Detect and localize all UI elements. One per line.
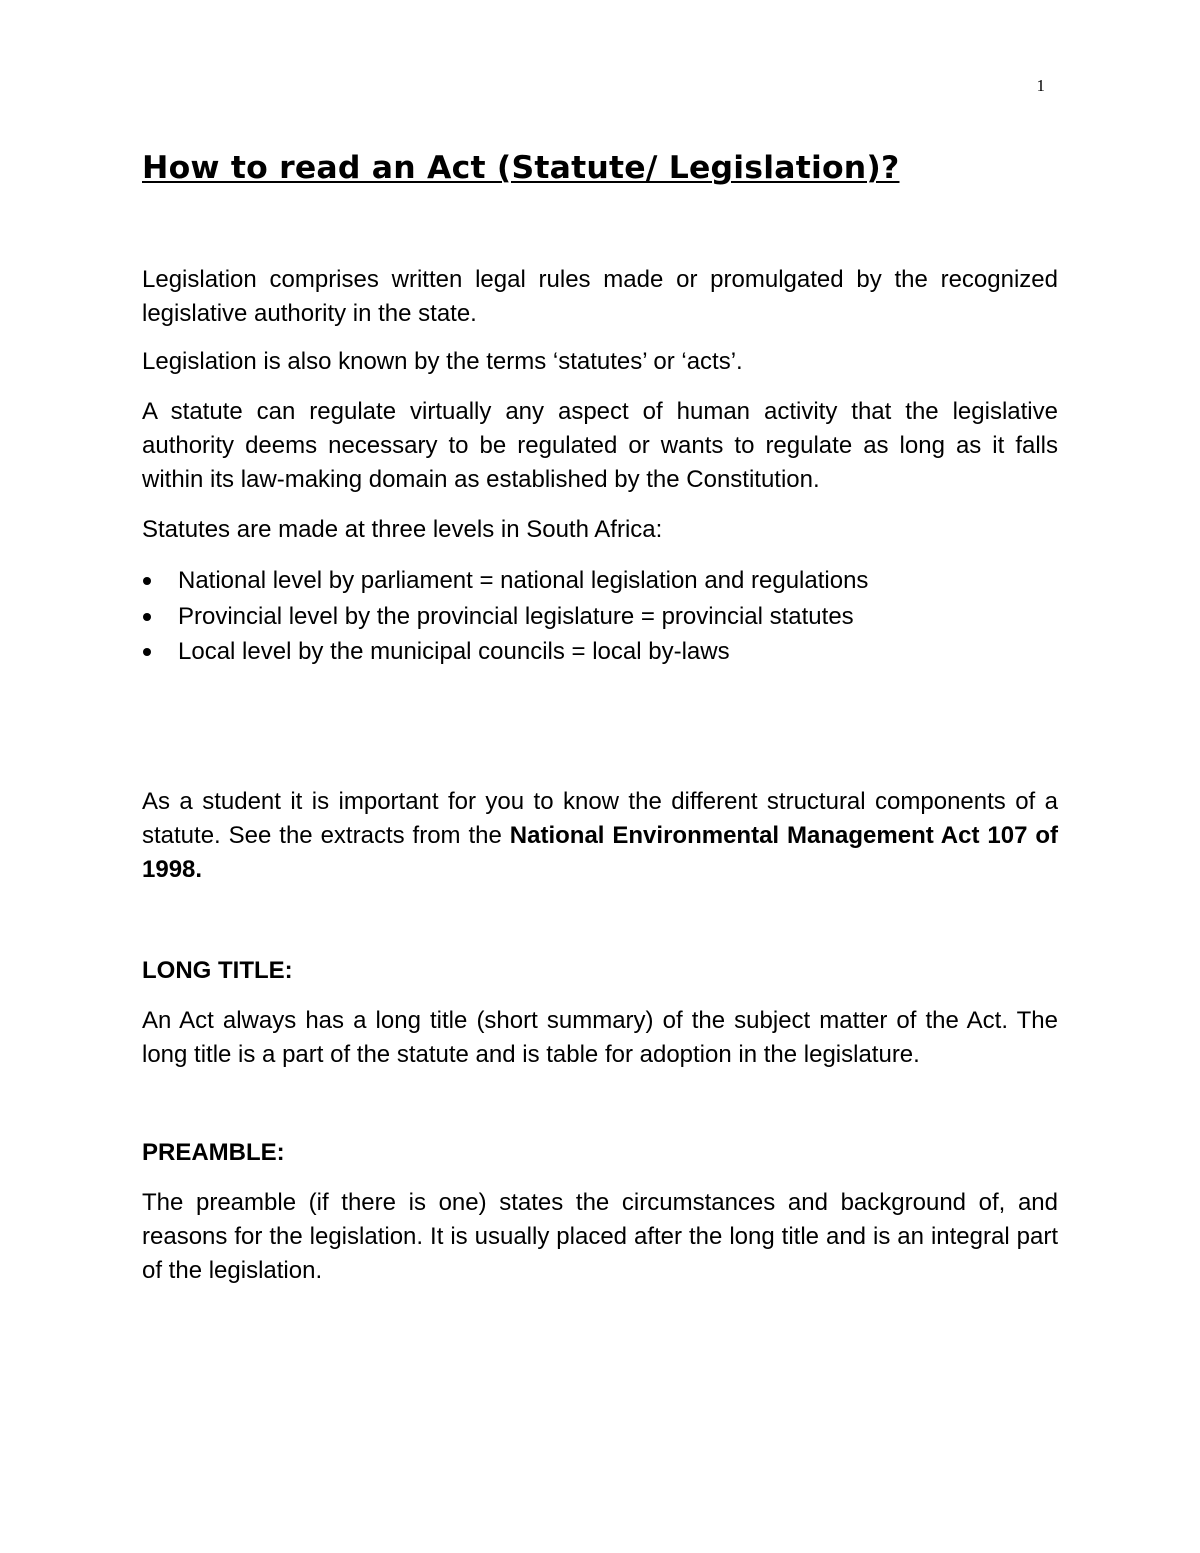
- bullet-icon: [143, 648, 151, 656]
- bullet-icon: [143, 613, 151, 621]
- student-paragraph-text: As a student it is important for you to know the different structural components of a statute. See the extracts from the: [142, 787, 1058, 849]
- intro-paragraph-terms: Legislation is also known by the terms ‘statutes’ or ‘acts’.: [142, 348, 743, 375]
- preamble-heading: PREAMBLE:: [142, 1138, 285, 1166]
- page-number: 1: [1036, 76, 1045, 95]
- list-item: [142, 634, 1058, 670]
- list-item-text: Local level by the municipal councils = local by-laws: [178, 638, 730, 665]
- intro-paragraph-levels: Statutes are made at three levels in South Africa:: [142, 516, 663, 543]
- page-title: How to read an Act (Statute/ Legislation)?: [142, 150, 900, 186]
- list-item-text: Provincial level by the provincial legislature = provincial statutes: [178, 602, 854, 630]
- long-title-paragraph: An Act always has a long title (short summary) of the subject matter of the Act. The long title is a part of the statute and is table for adoption in the legislature.: [142, 1006, 1058, 1068]
- act-name: National Environmental Management Act 107 of 1998.: [142, 821, 1058, 883]
- preamble-paragraph: The preamble (if there is one) states the circumstances and background of, and reasons for the legislation. It is usually placed after the long title and is an integral part of the legislation.: [142, 1188, 1058, 1284]
- list-item: [142, 563, 1058, 599]
- list-item: [142, 599, 1058, 635]
- long-title-heading: LONG TITLE:: [142, 956, 293, 984]
- levels-list: [142, 563, 1058, 670]
- document-body: [142, 148, 1058, 1288]
- bullet-icon: [143, 577, 151, 585]
- intro-paragraph-scope: A statute can regulate virtually any aspect of human activity that the legislative authority deems necessary to be regulated or wants to regulate as long as it falls within its law-making domain as established by the Constitution.: [142, 398, 1058, 493]
- list-item-text: National level by parliament = national legislation and regulations: [178, 567, 869, 594]
- intro-paragraph-definition: Legislation comprises written legal rules made or promulgated by the recognized legislative authority in the state.: [142, 266, 1058, 327]
- student-paragraph: [142, 785, 1058, 887]
